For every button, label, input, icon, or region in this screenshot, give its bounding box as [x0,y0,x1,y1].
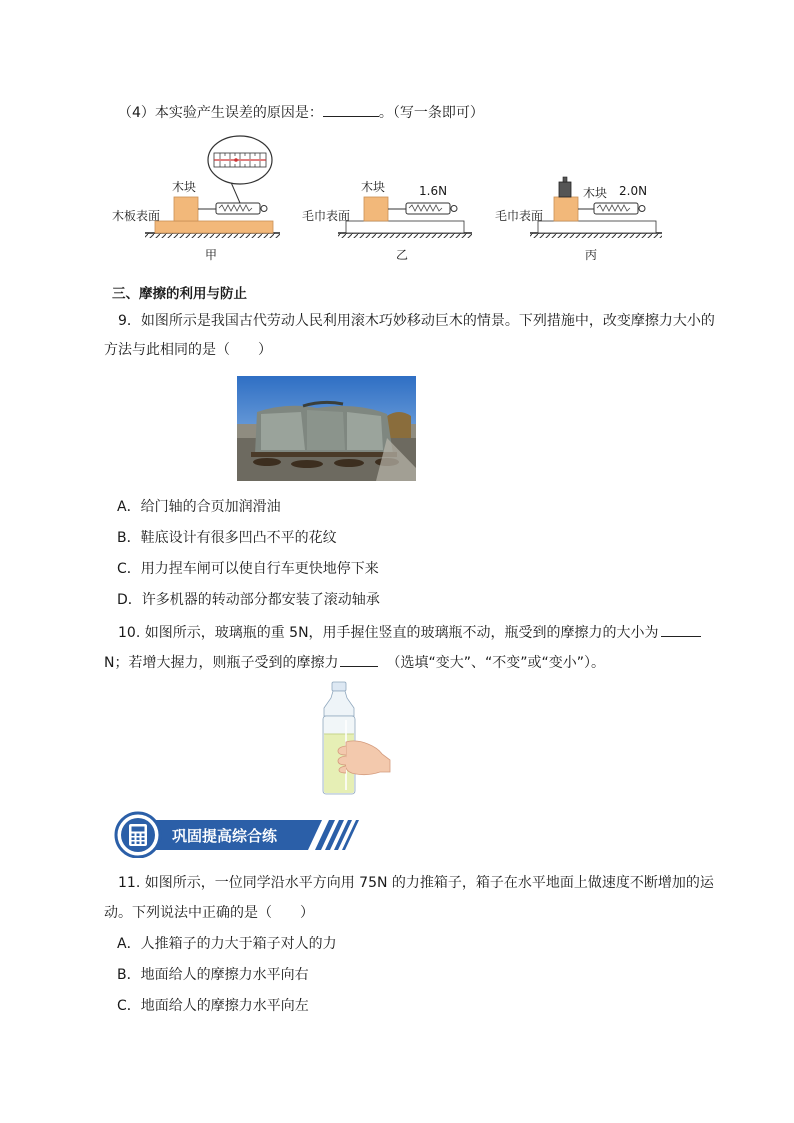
bottle-cap [332,682,346,691]
q11-option-b[interactable]: B．地面给人的摩擦力水平向右 [117,967,309,983]
wood-block-a [174,197,198,221]
bottle-hand-figure [316,680,392,796]
caption-b: 乙 [396,248,409,262]
answer-blank[interactable] [323,102,379,117]
label-surface-b: 毛巾表面 [302,209,351,223]
reading-b: 1.6N [419,184,448,198]
label-surface-a: 木板表面 [112,209,161,223]
q10-stem-line1 [118,622,701,643]
label-block-b: 木块 [361,180,386,194]
q10-text-2: N；若增大握力，则瓶子受到的摩擦力 [104,655,339,671]
q9-stem-line1: 9．如图所示是我国古代劳动人民利用滚木巧妙移动巨木的情景。下列措施中，改变摩擦力大小的 [118,313,715,329]
label-surface-c: 毛巾表面 [495,209,544,223]
experiment-b [338,197,472,238]
q9-option-c[interactable]: C．用力捏车闸可以使自行车更快地停下来 [117,561,379,577]
caption-a: 甲 [205,248,218,262]
banner-text: 巩固提高综合练 [172,827,278,845]
q10-text-3: （选填“变大”、“不变”或“变小”）。 [386,655,606,671]
reading-c: 2.0N [619,184,648,198]
q11-stem-line1: 11. 如图所示，一位同学沿水平方向用 75N 的力推箱子，箱子在水平地面上做速度不断增加的运 [118,875,714,891]
rolling-logs-photo [237,376,416,481]
experiment-a [145,136,280,238]
calculator-icon [129,824,147,846]
q8-4-suffix: 。（写一条即可） [378,105,484,121]
q8-4-text: （4）本实验产生误差的原因是： [118,105,323,121]
q11-option-c[interactable]: C．地面给人的摩擦力水平向左 [117,998,309,1014]
q9-stem-line2: 方法与此相同的是（ ） [104,342,272,358]
q10-stem-line2 [104,652,605,673]
wood-board [155,221,273,233]
q11-option-a[interactable]: A．人推箱子的力大于箱子对人的力 [117,936,337,952]
q10-text-1: 10. 如图所示，玻璃瓶的重 5N，用手握住竖直的玻璃瓶不动，瓶受到的摩擦力的大小为 [118,625,659,641]
q9-option-b[interactable]: B．鞋底设计有很多凹凸不平的花纹 [117,530,337,546]
wood-block-c [554,197,578,221]
caption-c: 丙 [585,248,598,262]
weight-icon [559,182,571,197]
answer-blank[interactable] [661,622,701,637]
question-8-4 [118,102,484,123]
label-block-c: 木块 [583,186,608,200]
label-block-a: 木块 [172,180,197,194]
answer-blank[interactable] [340,652,378,667]
hand [345,741,390,775]
towel-surface-b [346,221,464,233]
ground-hatch-a [145,233,280,238]
towel-surface-c [538,221,656,233]
q11-stem-line2: 动。下列说法中正确的是（ ） [104,905,314,921]
section-title: 三、摩擦的利用与防止 [112,286,247,302]
q9-option-a[interactable]: A．给门轴的合页加润滑油 [117,499,281,515]
wood-block-b [364,197,388,221]
q9-option-d[interactable]: D．许多机器的转动部分都安装了滚动轴承 [117,592,380,608]
